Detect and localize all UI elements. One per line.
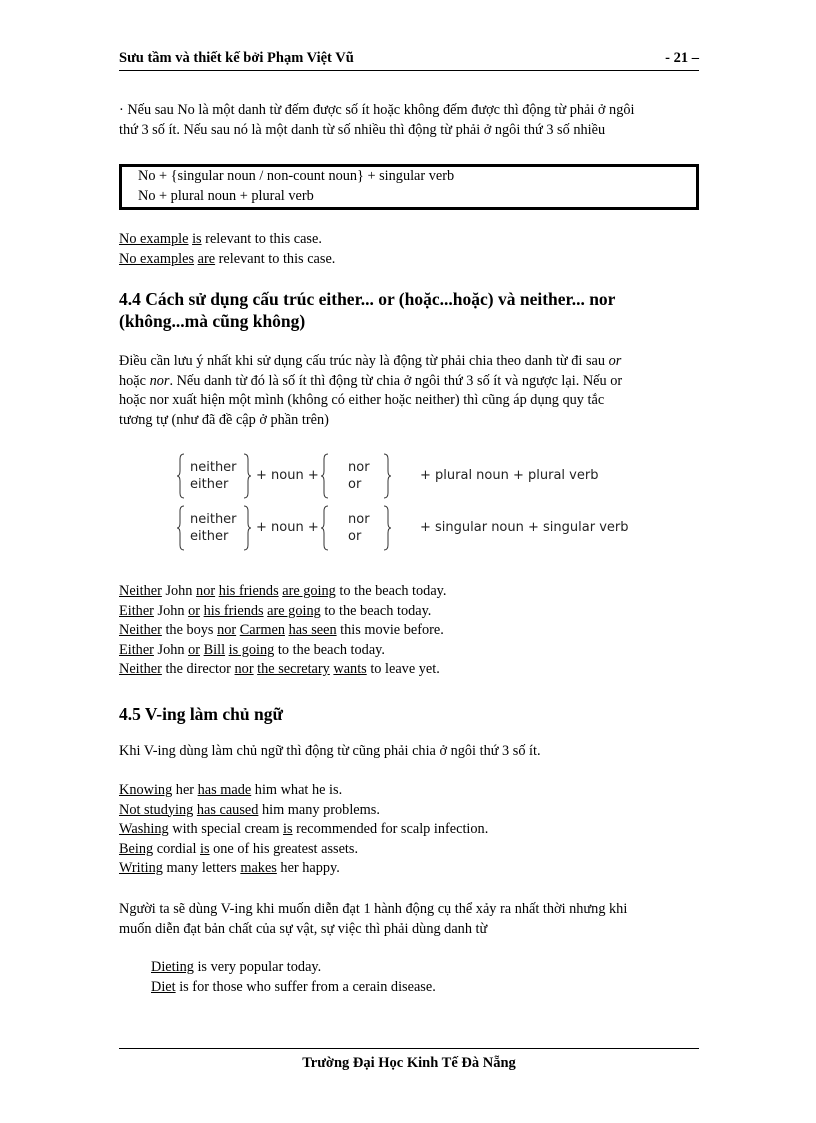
formula-noun: + noun + (256, 468, 319, 483)
example-text: is for those who suffer from a cerain disease. (175, 978, 436, 995)
example-line (119, 859, 699, 879)
formula-singular (176, 505, 646, 553)
example-text: relevant to this case. (215, 250, 336, 267)
example-verb: is (200, 840, 210, 857)
example-conj: or (188, 641, 201, 658)
example-line (119, 250, 699, 270)
example-line (151, 978, 699, 998)
example-conj: nor (234, 661, 254, 677)
formula-result: + plural noun + plural verb (420, 468, 599, 483)
example-text: to the beach today. (274, 641, 385, 658)
paragraph-line: muốn diễn đạt bản chất của sự vật, sự việc thì phải dùng danh từ (119, 920, 488, 937)
example-subject: No example (119, 231, 189, 247)
example-verb: is (283, 821, 293, 837)
rule-line: No + plural noun + plural verb (138, 187, 314, 204)
example-conj: Either (119, 602, 154, 619)
example-text: John (161, 583, 197, 599)
example-text: her (172, 782, 198, 798)
example-subject: Not studying (119, 801, 194, 818)
paragraph-text: hoặc (119, 372, 150, 389)
formula-options (348, 459, 370, 493)
example-line (119, 582, 699, 602)
formula-word: or (348, 529, 362, 544)
example-text: her happy. (276, 860, 340, 876)
header-author: Sưu tầm và thiết kế bởi Phạm Việt Vũ (119, 50, 354, 66)
left-brace-icon (320, 453, 330, 499)
paragraph-line: Khi V-ing dùng làm chủ ngữ thì động từ cũng phải chia ở ngôi thứ 3 số ít. (119, 743, 541, 759)
formula-result: + singular noun + singular verb (420, 520, 629, 535)
example-noun: Bill (203, 641, 226, 658)
section-heading: 4.5 V-ing làm chủ ngữ (119, 704, 283, 724)
example-verb: has seen (288, 622, 337, 638)
example-noun: his friends (218, 583, 279, 599)
formula-word: nor (348, 460, 370, 475)
example-noun: his friends (203, 602, 264, 619)
left-brace-icon (320, 505, 330, 551)
page-footer: Trường Đại Học Kinh Tế Đà Nẵng (119, 1048, 699, 1072)
example-text: recommended for scalp infection. (292, 821, 489, 837)
example-conj: Neither (119, 622, 162, 638)
right-brace-icon (242, 505, 252, 551)
example-subject: Knowing (119, 782, 173, 798)
formula-plural (176, 453, 646, 501)
formula-options (190, 511, 237, 545)
example-line (119, 641, 699, 661)
rule-box (119, 164, 699, 210)
example-text: this movie before. (336, 622, 444, 638)
paragraph-text: Điều cần lưu ý nhất khi sử dụng cấu trúc này là động từ phải chia theo danh từ đi sau (119, 353, 609, 369)
section-44-paragraph (119, 352, 699, 430)
example-line (151, 958, 699, 978)
example-text: many letters (162, 860, 241, 876)
example-verb: wants (333, 661, 367, 677)
example-text: to the beach today. (335, 583, 447, 599)
rule-line: No + {singular noun / non-count noun} + singular verb (138, 168, 455, 184)
example-line (119, 230, 699, 250)
section-heading-line: 4.4 Cách sử dụng cấu trúc either... or (hoặc...hoặc) và neither... nor (119, 289, 616, 309)
page-header (119, 48, 699, 71)
paragraph-italic: or (608, 353, 622, 369)
formula-word: neither (190, 460, 237, 475)
example-noun: Carmen (239, 622, 285, 638)
example-verb: has made (197, 782, 252, 798)
example-verb: makes (240, 860, 277, 876)
formula-word: neither (190, 512, 237, 527)
paragraph-line: hoặc nor xuất hiện một mình (không có either hoặc neither) thì cũng áp dụng quy tắc (119, 392, 605, 408)
example-subject: Dieting (151, 959, 194, 975)
example-conj: Neither (119, 661, 162, 677)
paragraph-text: . Nếu danh từ đó là số ít thì động từ chia ở ngôi thứ 3 số ít và ngược lại. Nếu or (169, 372, 623, 389)
right-brace-icon (242, 453, 252, 499)
example-text: is very popular today. (193, 959, 322, 975)
example-text: cordial (153, 840, 200, 857)
section-45-paragraph (119, 742, 699, 762)
example-subject: Washing (119, 821, 169, 837)
intro-line: thứ 3 số ít. Nếu sau nó là một danh từ số nhiều thì động từ phải ở ngôi thứ 3 số nhiều (119, 121, 606, 138)
diet-examples (151, 958, 699, 997)
left-brace-icon (176, 505, 186, 551)
section-heading-line: (không...mà cũng không) (119, 311, 306, 331)
example-text: to leave yet. (366, 661, 440, 677)
right-brace-icon (382, 505, 392, 551)
example-verb: is (192, 231, 202, 247)
example-conj: nor (217, 622, 237, 638)
example-line (119, 621, 699, 641)
formula-word: either (190, 477, 229, 492)
formula-word: nor (348, 512, 370, 527)
example-verb: are (197, 250, 216, 267)
example-line (119, 840, 699, 860)
example-verb: has caused (196, 801, 259, 818)
formula-word: either (190, 529, 229, 544)
section-45-paragraph-2 (119, 900, 699, 939)
example-line (119, 801, 699, 821)
example-subject: Being (119, 840, 154, 857)
example-line (119, 660, 699, 680)
example-line (119, 602, 699, 622)
paragraph-line (119, 372, 699, 392)
example-text: relevant to this case. (201, 231, 322, 247)
example-subject: Diet (151, 978, 176, 995)
example-verb: are going (282, 583, 336, 599)
example-verb: are going (267, 602, 321, 619)
example-text: John (153, 602, 189, 619)
example-text: him many problems. (258, 801, 380, 818)
example-text: him what he is. (251, 782, 343, 798)
example-text: John (153, 641, 189, 658)
example-noun: the secretary (257, 661, 330, 677)
example-text: the boys (161, 622, 218, 638)
section-heading (119, 288, 615, 332)
paragraph-line: tương tự (như đã đề cập ở phần trên) (119, 411, 329, 428)
paragraph-italic: nor (149, 372, 170, 389)
formula-noun: + noun + (256, 520, 319, 535)
right-brace-icon (382, 453, 392, 499)
example-verb: is going (228, 641, 275, 658)
example-text: the director (161, 661, 235, 677)
left-brace-icon (176, 453, 186, 499)
no-examples (119, 230, 699, 269)
formula-options (190, 459, 237, 493)
ving-examples (119, 781, 699, 879)
either-neither-examples (119, 582, 699, 680)
example-line (119, 781, 699, 801)
intro-paragraph (119, 101, 699, 140)
formula-options (348, 511, 370, 545)
example-conj: nor (196, 583, 216, 599)
intro-line: · Nếu sau No là một danh từ đếm được số ít hoặc không đếm được thì động từ phải ở ngôi (119, 102, 635, 118)
example-text: with special cream (168, 821, 284, 837)
example-conj: Neither (119, 583, 162, 599)
example-subject: Writing (119, 860, 163, 876)
example-text: to the beach today. (320, 602, 432, 619)
example-conj: or (188, 602, 201, 619)
example-subject: No examples (119, 250, 195, 267)
example-line (119, 820, 699, 840)
example-conj: Either (119, 641, 154, 658)
example-text: one of his greatest assets. (209, 840, 359, 857)
paragraph-line (119, 352, 699, 372)
paragraph-line: Người ta sẽ dùng V-ing khi muốn diễn đạt 1 hành động cụ thể xảy ra nhất thời nhưng khi (119, 901, 628, 917)
formula-word: or (348, 477, 362, 492)
page-number: - 21 – (665, 50, 699, 66)
